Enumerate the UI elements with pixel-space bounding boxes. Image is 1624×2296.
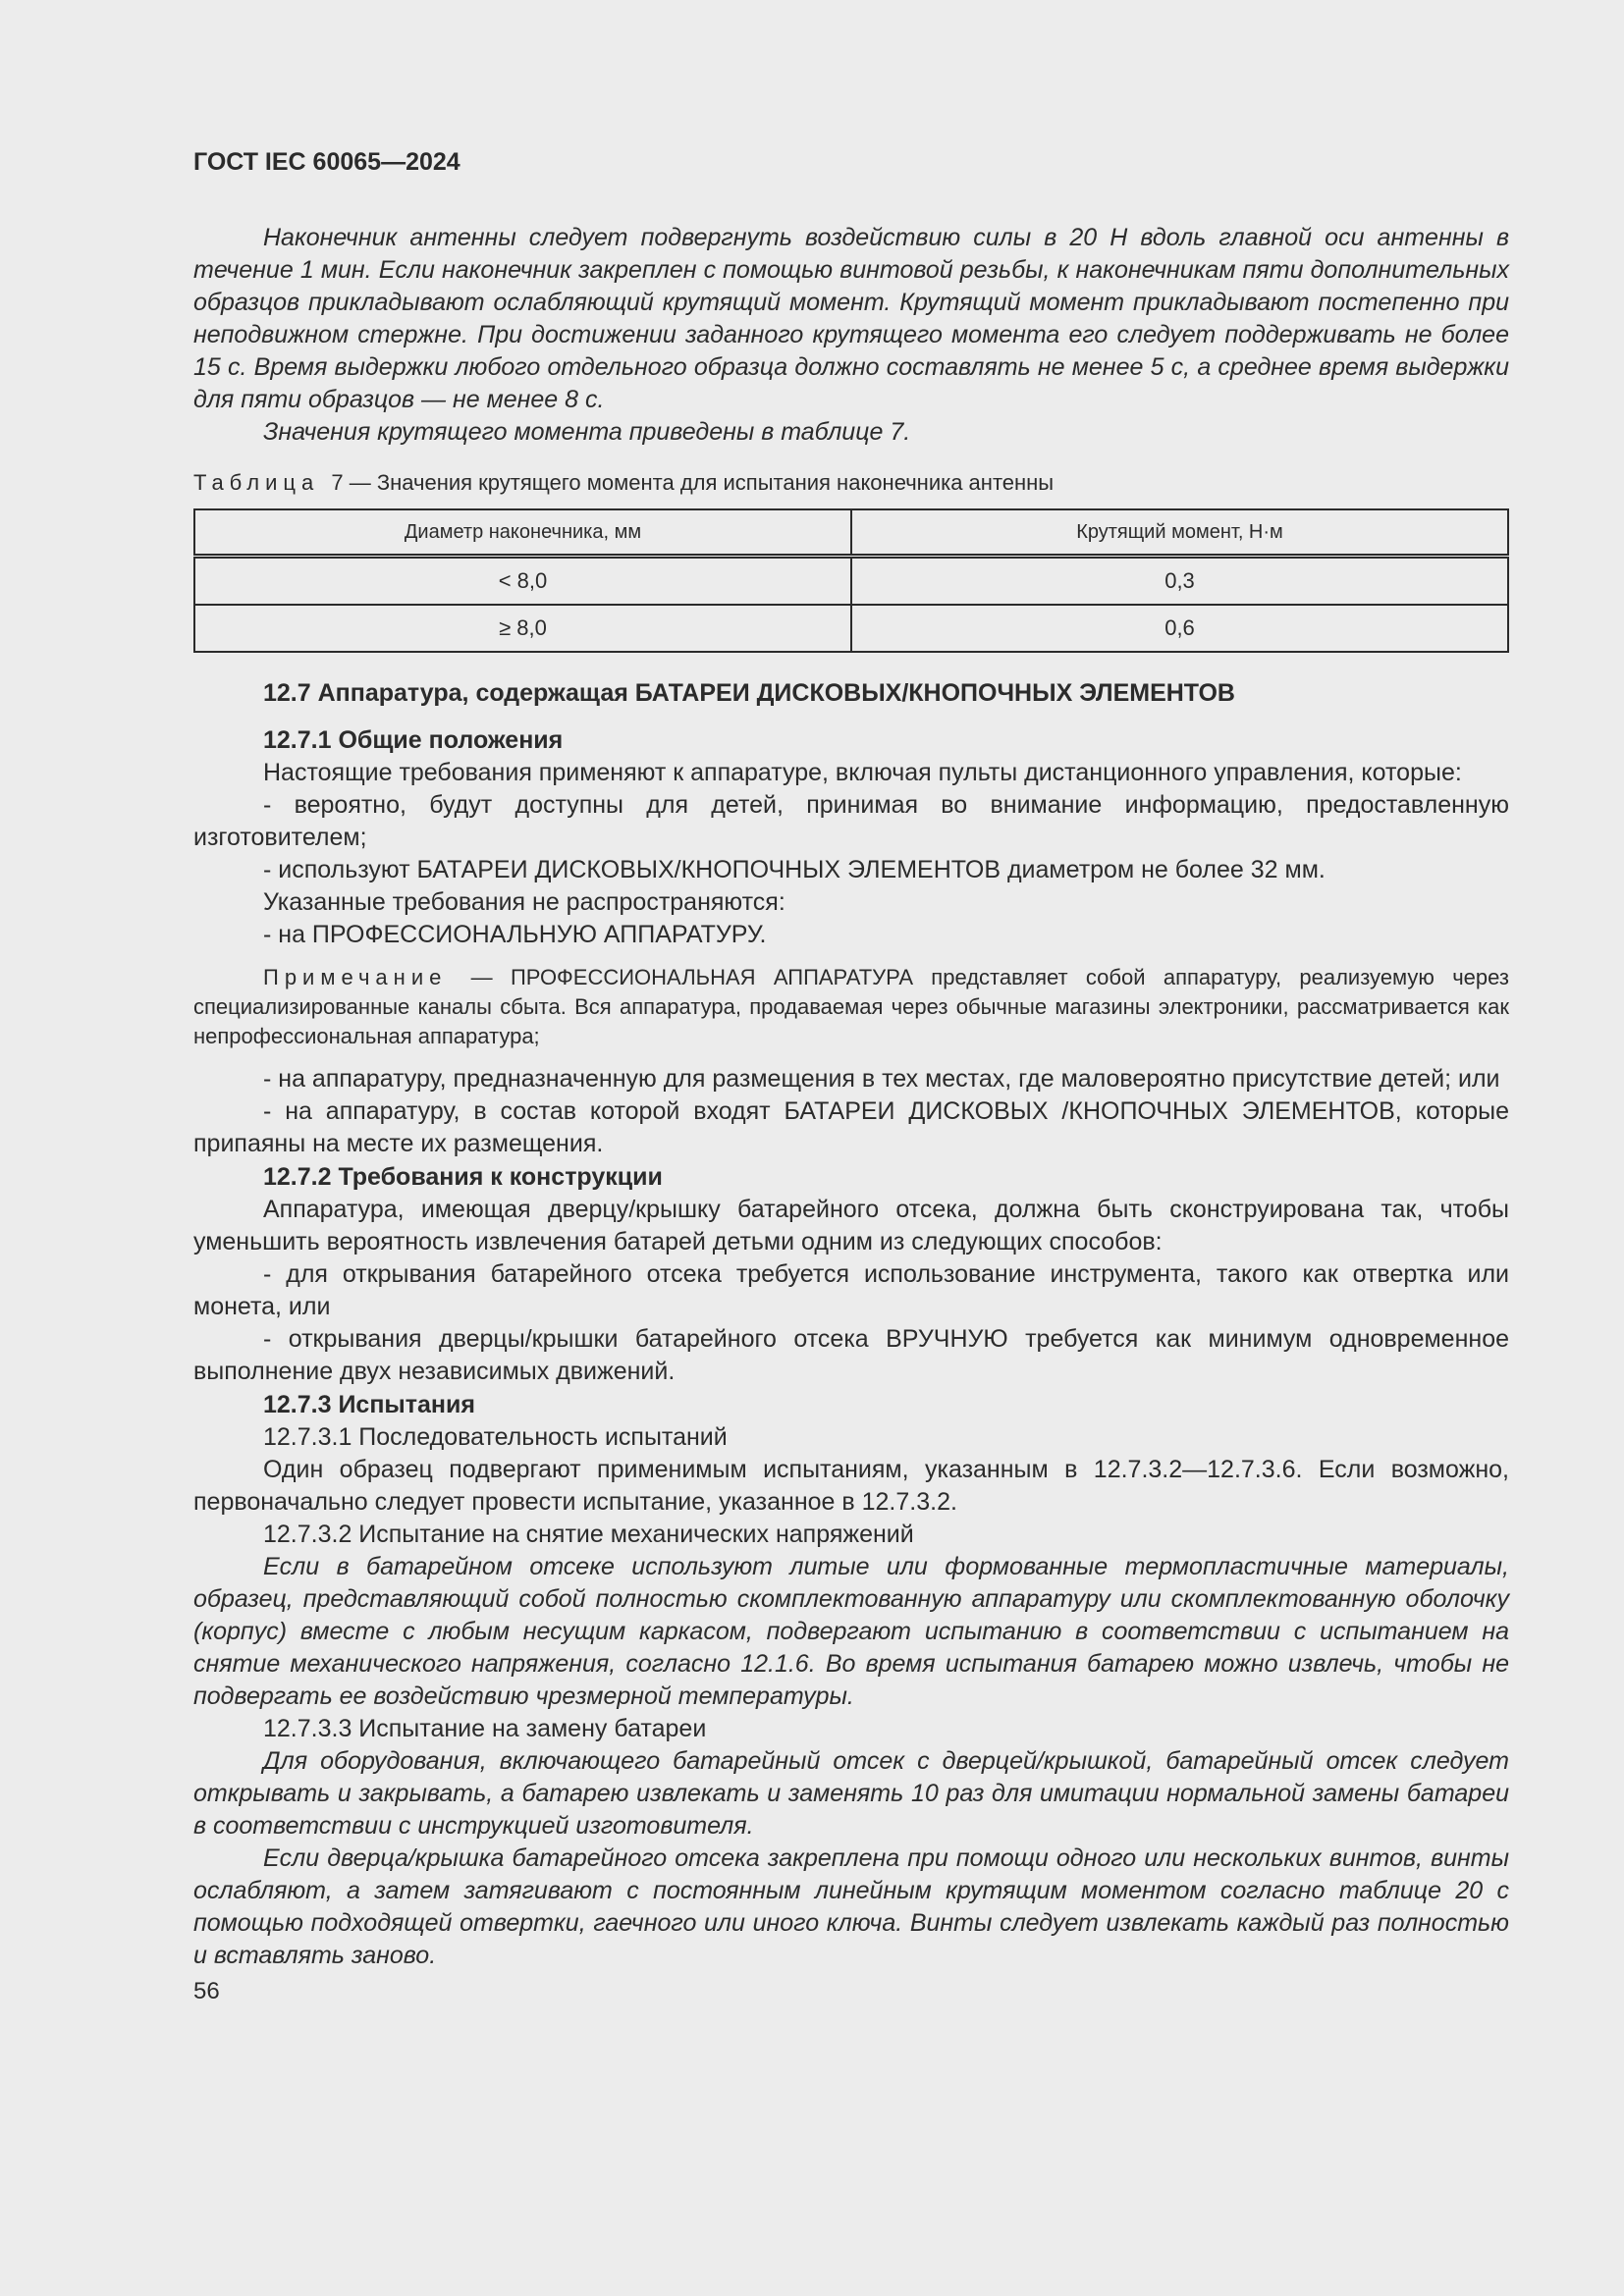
table-header-cell: Крутящий момент, Н·м	[851, 509, 1508, 557]
clause-heading: 12.7.3.2 Испытание на снятие механических напряжений	[263, 1521, 914, 1548]
table-header-row	[194, 509, 1508, 557]
table-cell: 0,3	[851, 557, 1508, 606]
subsection-heading: 12.7.3 Испытания	[263, 1391, 475, 1418]
paragraph: Наконечник антенны следует подвергнуть воздействию силы в 20 Н вдоль главной оси антенны в течение 1 мин. Если наконечник закреплен с помощью винтовой резьбы, к наконечникам пяти дополнительных образцов прикладывают ослабляющий крутящий момент. Крутящий момент прикладывают постепенно при неподвижном стержне. При достижении заданного крутящего момента его следует поддерживать не более 15 с. Время выдержки любого отдельного образца должно составлять не менее 5 с, а среднее время выдержки для пяти образцов — не менее 8 с.	[193, 224, 1509, 413]
paragraph: Если в батарейном отсеке используют литые или формованные термопластичные материалы, образец, представляющий собой полностью скомплектованную аппаратуру или скомплектованную оболочку (корпус) вместе с любым несущим каркасом, подвергают испытанию в соответствии с испытанием на снятие механического напряжения, согласно 12.1.6. Во время испытания батарею можно извлечь, чтобы не подвергать ее воздействию чрезмерной температуры.	[193, 1553, 1509, 1710]
note	[193, 963, 1509, 1051]
clause-heading: 12.7.3.3 Испытание на замену батареи	[263, 1715, 707, 1742]
list-item: - используют БАТАРЕИ ДИСКОВЫХ/КНОПОЧНЫХ ЭЛЕМЕНТОВ диаметром не более 32 мм.	[263, 856, 1326, 883]
paragraph: Если дверца/крышка батарейного отсека закреплена при помощи одного или нескольких винтов, винты ослабляют, а затем затягивают с постоянным линейным крутящим моментом согласно таблице 20 с помощью подходящей отвертки, гаечного или иного ключа. Винты следует извлекать каждый раз полностью и вставлять заново.	[193, 1844, 1509, 1969]
clause-heading: 12.7.3.1 Последовательность испытаний	[263, 1423, 728, 1451]
table-caption	[193, 468, 1509, 498]
list-item: - открывания дверцы/крышки батарейного отсека ВРУЧНУЮ требуется как минимум одновременное выполнение двух независимых движений.	[193, 1325, 1509, 1385]
list-item: - на ПРОФЕССИОНАЛЬНУЮ АППАРАТУРУ.	[263, 921, 767, 948]
table-cell: ≥ 8,0	[194, 605, 851, 652]
table-caption-text: 7 — Значения крутящего момента для испытания наконечника антенны	[331, 470, 1055, 495]
page-content	[193, 145, 1509, 2007]
table-cell: < 8,0	[194, 557, 851, 606]
list-item: - вероятно, будут доступны для детей, принимая во внимание информацию, предоставленную изготовителем;	[193, 791, 1509, 851]
paragraph: Настоящие требования применяют к аппаратуре, включая пульты дистанционного управления, которые:	[263, 759, 1462, 786]
torque-table	[193, 508, 1509, 653]
subsection-heading: 12.7.2 Требования к конструкции	[263, 1163, 663, 1191]
page-number: 56	[193, 1978, 220, 2004]
section-heading: 12.7 Аппаратура, содержащая БАТАРЕИ ДИСКОВЫХ/КНОПОЧНЫХ ЭЛЕМЕНТОВ	[263, 679, 1235, 707]
paragraph: Значения крутящего момента приведены в таблице 7.	[263, 418, 911, 446]
table-caption-label: Таблица	[193, 470, 332, 495]
table-row	[194, 605, 1508, 652]
list-item: - на аппаратуру, предназначенную для размещения в тех местах, где маловероятно присутствие детей; или	[263, 1065, 1500, 1093]
note-text: — ПРОФЕССИОНАЛЬНАЯ АППАРАТУРА представляет собой аппаратуру, реализуемую через специализированные каналы сбыта. Вся аппаратура, продаваемая через обычные магазины электроники, рассматривается как непрофессиональная аппаратура;	[193, 965, 1509, 1048]
table-cell: 0,6	[851, 605, 1508, 652]
paragraph: Один образец подвергают применимым испытаниям, указанным в 12.7.3.2—12.7.3.6. Если возможно, первоначально следует провести испытание, указанное в 12.7.3.2.	[193, 1456, 1509, 1516]
paragraph: Для оборудования, включающего батарейный отсек с дверцей/крышкой, батарейный отсек следует открывать и закрывать, а батарею извлекать и заменять 10 раз для имитации нормальной замены батареи в соответствии с инструкцией изготовителя.	[193, 1747, 1509, 1840]
table-row	[194, 557, 1508, 606]
paragraph: Аппаратура, имеющая дверцу/крышку батарейного отсека, должна быть сконструирована так, чтобы уменьшить вероятность извлечения батарей детьми одним из следующих способов:	[193, 1196, 1509, 1255]
note-label: Примечание	[263, 965, 471, 989]
page-header: ГОСТ IEC 60065—2024	[193, 148, 460, 176]
paragraph: Указанные требования не распространяются:	[263, 888, 785, 916]
list-item: - для открывания батарейного отсека требуется использование инструмента, такого как отвертка или монета, или	[193, 1260, 1509, 1320]
list-item: - на аппаратуру, в состав которой входят БАТАРЕИ ДИСКОВЫХ /КНОПОЧНЫХ ЭЛЕМЕНТОВ, которые припаяны на месте их размещения.	[193, 1097, 1509, 1157]
subsection-heading: 12.7.1 Общие положения	[263, 726, 564, 754]
table-header-cell: Диаметр наконечника, мм	[194, 509, 851, 557]
